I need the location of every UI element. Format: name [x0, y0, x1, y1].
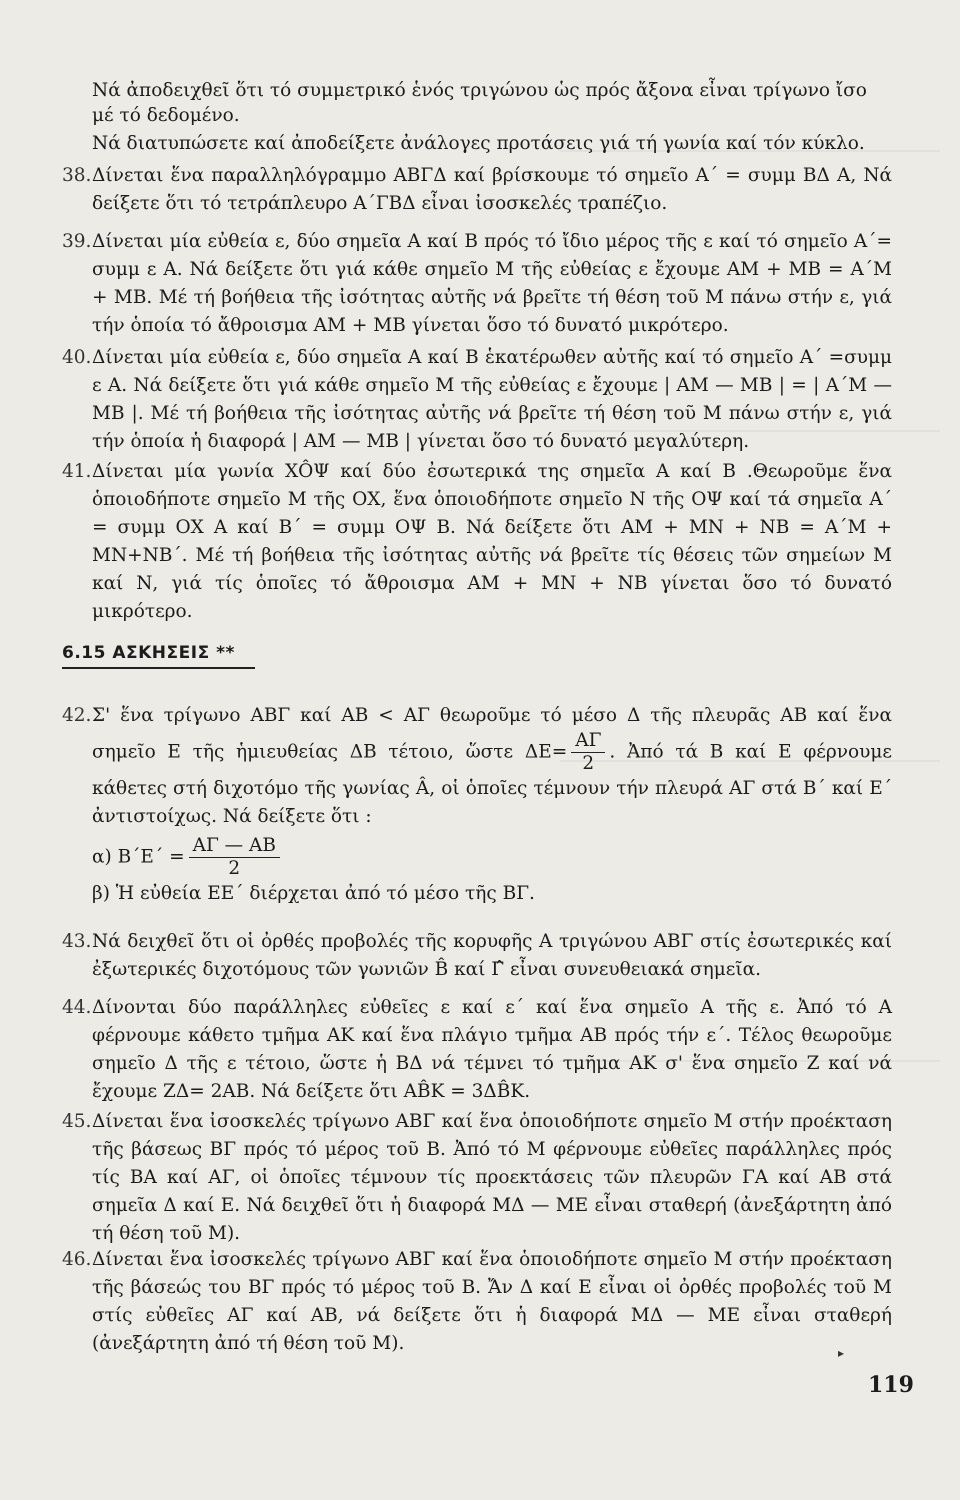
exercise-41 — [62, 458, 892, 626]
exercise-number: 40. — [62, 347, 92, 368]
fraction-numerator: ΑΓ — ΑΒ — [189, 835, 280, 858]
fraction-difference-over-2 — [189, 835, 280, 880]
exercise-text: Δίνεται μία εὐθεία ε, δύο σημεῖα Α καί Β ἑκατέρωθεν αὐτῆς καί τό σημεῖο Α΄ =συμμ ε Α. Νά δείξετε ὅτι γιά κάθε σημεῖο Μ τῆς εὐθείας ε ἔχουμε | ΑΜ — ΜΒ | = | Α΄Μ — ΜΒ |. Μέ τή βοήθεια τῆς ἰσότητας αὐτῆς νά βρεῖτε τή θέση τοῦ Μ πάνω στήν ε, γιά τήν ὁποία ἡ διαφορά | ΑΜ — ΜΒ | γίνεται ὅσο τό δυνατό μεγαλύτερη. — [92, 347, 892, 452]
exercise-44 — [62, 994, 892, 1106]
section-underline — [62, 667, 255, 669]
exercise-text-part1: Σ' ἕνα τρίγωνο ΑΒΓ καί ΑΒ < ΑΓ θεωροῦμε τό μέσο Δ τῆς πλευρᾶς ΑΒ καί ἕνα σημεῖο Ε τῆς ἡμιευθείας ΔΒ τέτοιο, ὥστε ΔΕ= — [92, 705, 892, 763]
intro-line-2: Νά διατυπώσετε καί ἀποδείξετε ἀνάλογες προτάσεις γιά τή γωνία καί τόν κύκλο. — [92, 133, 865, 154]
exercise-number: 46. — [62, 1249, 92, 1270]
exercise-text-part2: . Ἀπό τά Β καί Ε φέρνουμε κάθετες στή διχοτόμο τῆς γωνίας Â, οἱ ὁποῖες τέμνουν τήν πλευρά ΑΓ στά Β΄ καί Ε΄ ἀντιστοίχως. Νά δείξετε ὅτι : — [92, 741, 892, 827]
exercise-text — [92, 702, 892, 908]
exercise-text: Δίνεται ἕνα παραλληλόγραμμο ΑΒΓΔ καί βρίσκουμε τό σημεῖο Α΄ = συμμ ΒΔ Α, Νά δείξετε ὅτι τό τετράπλευρο Α΄ΓΒΔ εἶναι ἰσοσκελές τραπέζιο. — [92, 165, 892, 214]
exercise-text: Νά δειχθεῖ ὅτι οἱ ὀρθές προβολές τῆς κορυφῆς Α τριγώνου ΑΒΓ στίς ἐσωτερικές καί ἐξωτερικές διχοτόμους τῶν γωνιῶν B̂ καί Γ̂ εἶναι συνευθειακά σημεῖα. — [92, 931, 892, 980]
exercise-text: Δίνονται δύο παράλληλες εὐθεῖες ε καί ε΄ καί ἕνα σημεῖο Α τῆς ε. Ἀπό τό Α φέρνουμε κάθετο τμῆμα ΑΚ καί ἕνα πλάγιο τμῆμα ΑΒ πρός τήν ε΄. Τέλος θεωροῦμε σημεῖο Δ τῆς ε τέτοιο, ὥστε ἡ ΒΔ νά τέμνει τό τμῆμα ΑΚ σ' ἕνα σημεῖο Ζ καί νά ἔχουμε ΖΔ= 2ΑΒ. Νά δείξετε ὅτι ΑB̂Κ = 3ΔB̂Κ. — [92, 997, 892, 1102]
fraction-denominator: 2 — [582, 753, 595, 774]
item-a — [92, 835, 892, 880]
exercise-38 — [62, 162, 892, 218]
exercise-text: Δίνεται ἕνα ἰσοσκελές τρίγωνο ΑΒΓ καί ἕνα ὁποιοδήποτε σημεῖο Μ στήν προέκταση τῆς βάσεώς του ΒΓ πρός τό μέρος τοῦ Β. Ἄν Δ καί Ε εἶναι οἱ ὀρθές προβολές τοῦ Μ στίς εὐθεῖες ΑΓ καί ΑΒ, νά δείξετε ὅτι ἡ διαφορά ΜΔ — ΜΕ εἶναι σταθερή (ἀνεξάρτητη ἀπό τή θέση τοῦ Μ). — [92, 1249, 892, 1354]
exercise-text: Δίνεται μία εὐθεία ε, δύο σημεῖα Α καί Β πρός τό ἴδιο μέρος τῆς ε καί τό σημεῖο Α΄= συμμ ε Α. Νά δείξετε ὅτι γιά κάθε σημεῖο Μ τῆς εὐθείας ε ἔχουμε ΑΜ + ΜΒ = Α΄Μ + ΜΒ. Μέ τή βοήθεια τῆς ἰσότητας αὐτῆς νά βρεῖτε τή θέση τοῦ Μ πάνω στήν ε, γιά τήν ὁποία τό ἄθροισμα ΑΜ + ΜΒ γίνεται ὅσο τό δυνατό μικρότερο. — [92, 231, 892, 336]
intro-line-1: Νά ἀποδειχθεῖ ὅτι τό συμμετρικό ἑνός τριγώνου ὡς πρός ἄξονα εἶναι τρίγωνο ἴσο μέ τό δεδομένο. — [92, 80, 867, 126]
exercise-46 — [62, 1246, 892, 1358]
page-number: 119 — [868, 1372, 914, 1398]
exercise-number: 42. — [62, 705, 92, 726]
exercise-text: Δίνεται μία γωνία ΧÔΨ καί δύο ἐσωτερικά της σημεῖα Α καί Β .Θεωροῦμε ἕνα ὁποιοδήποτε σημεῖο Μ τῆς ΟΧ, ἕνα ὁποιοδήποτε σημεῖο Ν τῆς ΟΨ καί τά σημεῖα Α΄ = συμμ ΟΧ Α καί Β΄ = συμμ ΟΨ Β. Νά δείξετε ὅτι ΑΜ + ΜΝ + ΝΒ = Α΄Μ + ΜΝ+ΝΒ΄. Μέ τή βοήθεια τῆς ἰσότητας αὐτῆς νά βρεῖτε τίς θέσεις τῶν σημείων Μ καί Ν, γιά τίς ὁποῖες τό ἄθροισμα ΑΜ + ΜΝ + ΝΒ γίνεται ὅσο τό δυνατό μικρότερο. — [92, 461, 892, 622]
item-b: β) Ἡ εὐθεία ΕΕ΄ διέρχεται ἀπό τό μέσο τῆς ΒΓ. — [92, 883, 535, 904]
fraction-ag-over-2 — [571, 730, 605, 775]
exercise-number: 39. — [62, 231, 92, 252]
exercise-43 — [62, 928, 892, 984]
exercise-number: 44. — [62, 997, 92, 1018]
print-mark: ▸ — [838, 1346, 845, 1360]
exercise-40 — [62, 344, 892, 456]
item-a-label: α) Β΄Ε΄ = — [92, 846, 185, 868]
exercise-number: 38. — [62, 165, 92, 186]
exercise-number: 45. — [62, 1111, 92, 1132]
exercise-text: Δίνεται ἕνα ἰσοσκελές τρίγωνο ΑΒΓ καί ἕνα ὁποιοδήποτε σημεῖο Μ στήν προέκταση τῆς βάσεως ΒΓ πρός τό μέρος τοῦ Β. Ἀπό τό Μ φέρνουμε εὐθεῖες παράλληλες πρός τίς ΒΑ καί ΑΓ, οἱ ὁποῖες τέμνουν τίς προεκτάσεις τῶν πλευρῶν ΓΑ καί ΑΒ στά σημεῖα Δ καί Ε. Νά δειχθεῖ ὅτι ἡ διαφορά ΜΔ — ΜΕ εἶναι σταθερή (ἀνεξάρτητη ἀπό τή θέση τοῦ Μ). — [92, 1111, 892, 1244]
fraction-numerator: ΑΓ — [571, 730, 605, 753]
section-title: 6.15 ΑΣΚΗΣΕΙΣ ** — [62, 643, 235, 663]
exercise-45 — [62, 1108, 892, 1248]
fraction-denominator: 2 — [228, 858, 241, 879]
exercise-39 — [62, 228, 892, 340]
exercise-number: 43. — [62, 931, 92, 952]
exercise-42 — [62, 702, 892, 908]
exercise-number: 41. — [62, 461, 92, 482]
